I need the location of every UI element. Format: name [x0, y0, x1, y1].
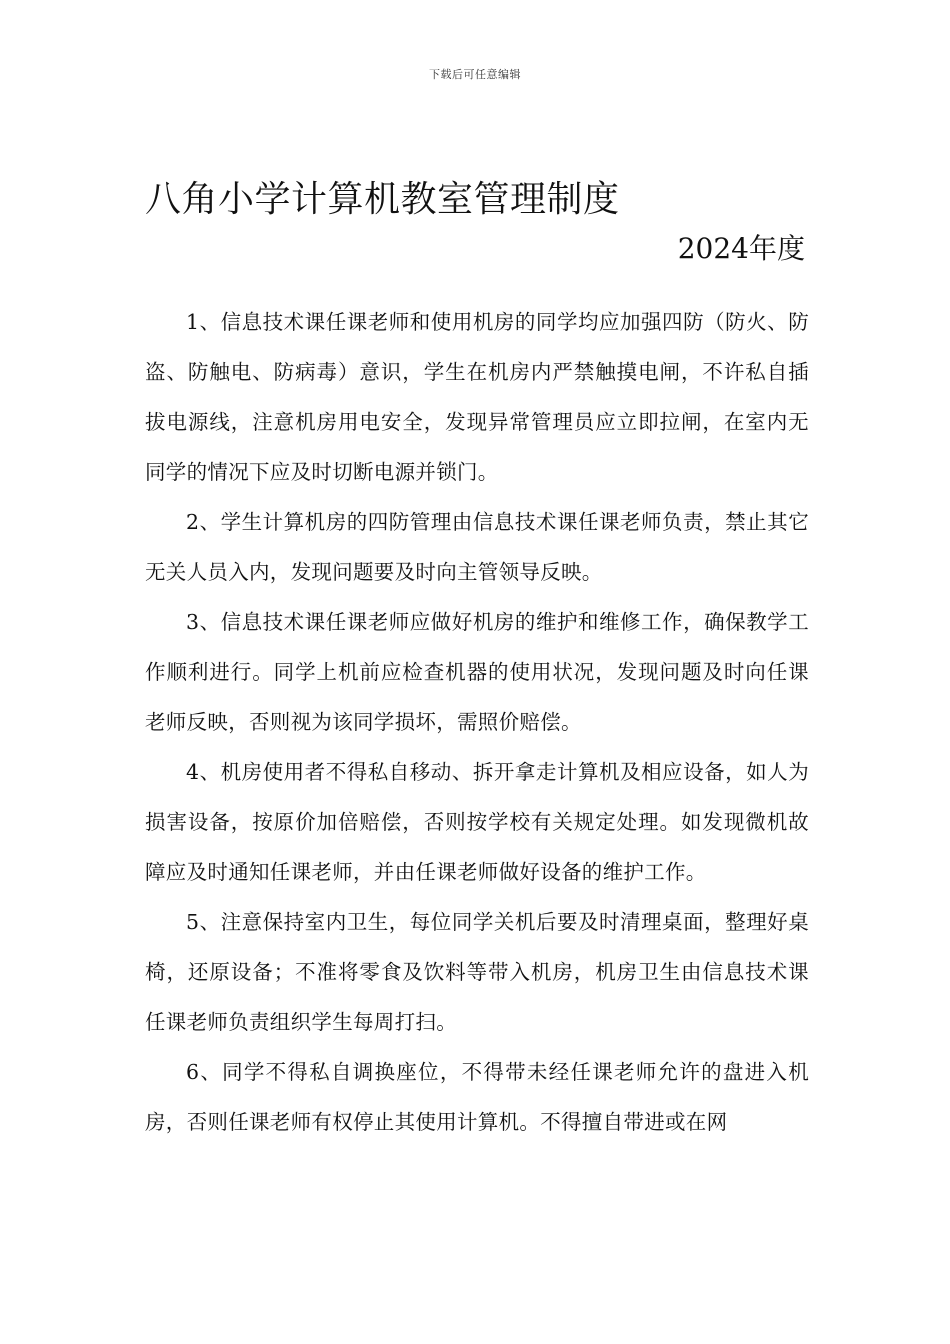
- paragraph-rule-3: 3、信息技术课任课老师应做好机房的维护和维修工作，确保教学工作顺利进行。同学上机前应检查机器的使用状况，发现问题及时向任课老师反映，否则视为该同学损坏，需照价赔偿。: [145, 610, 809, 734]
- paragraph-rule-1: 1、信息技术课任课老师和使用机房的同学均应加强四防（防火、防盗、防触电、防病毒）意识，学生在机房内严禁触摸电闸，不许私自插拔电源线，注意机房用电安全，发现异常管理员应立即拉闸，在室内无同学的情况下应及时切断电源并锁门。: [145, 310, 809, 484]
- document-body: [145, 297, 809, 1147]
- paragraph-rule-6: 6、同学不得私自调换座位，不得带未经任课老师允许的盘进入机房，否则任课老师有权停止其使用计算机。不得擅自带进或在网: [145, 1060, 809, 1134]
- document-title: 八角小学计算机教室管理制度: [145, 179, 620, 220]
- header-note: 下载后可任意编辑: [429, 68, 521, 81]
- paragraph-rule-4: 4、机房使用者不得私自移动、拆开拿走计算机及相应设备，如人为损害设备，按原价加倍赔偿，否则按学校有关规定处理。如发现微机故障应及时通知任课老师，并由任课老师做好设备的维护工作。: [145, 760, 809, 884]
- paragraph-rule-2: 2、学生计算机房的四防管理由信息技术课任课老师负责，禁止其它无关人员入内，发现问题要及时向主管领导反映。: [145, 510, 809, 584]
- paragraph-rule-5: 5、注意保持室内卫生，每位同学关机后要及时清理桌面，整理好桌椅，还原设备；不准将零食及饮料等带入机房，机房卫生由信息技术课任课老师负责组织学生每周打扫。: [145, 910, 809, 1034]
- document-year: 2024年度: [677, 232, 805, 265]
